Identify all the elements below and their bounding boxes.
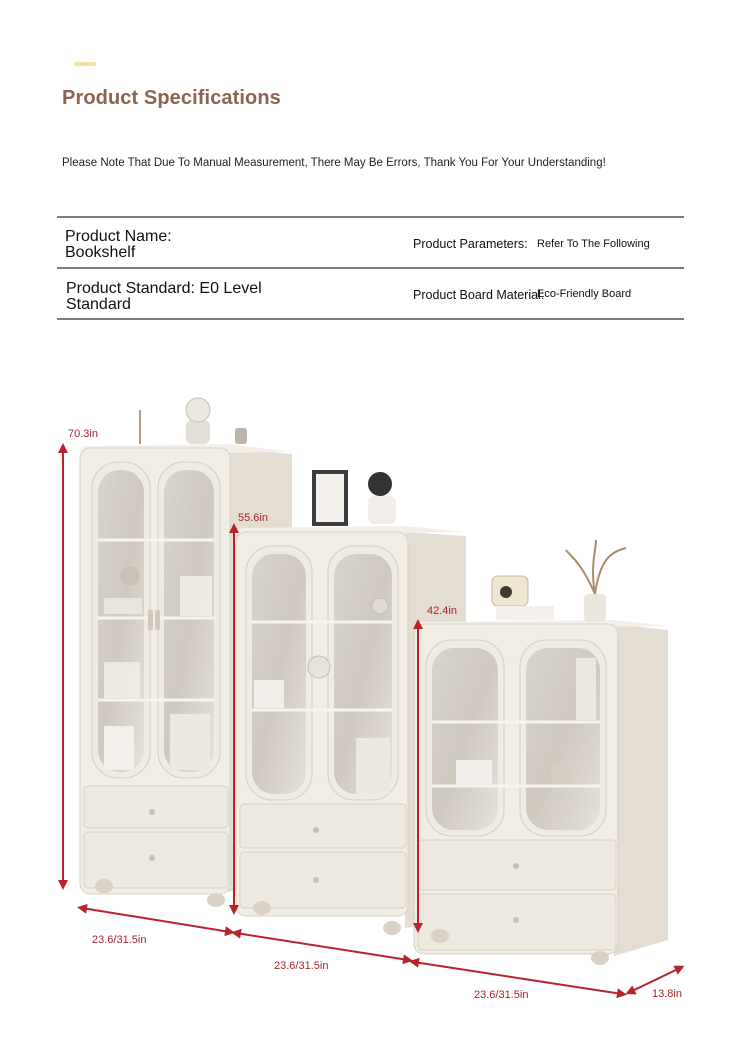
- tall-height-label: 70.3in: [68, 428, 98, 440]
- product-standard: Product Standard: E0 Level Standard: [66, 280, 262, 313]
- divider: [57, 318, 684, 320]
- measurement-notice: Please Note That Due To Manual Measurement, There May Be Errors, Thank You For Your Understanding!: [62, 157, 606, 169]
- spec-table: [57, 216, 684, 320]
- product-name-label: Product Name:: [65, 228, 172, 245]
- page-title: Product Specifications: [62, 87, 281, 109]
- bookshelf-drawing: [0, 380, 750, 1050]
- width-left-label: 23.6/31.5in: [92, 934, 147, 946]
- board-material-value: Eco-Friendly Board: [537, 288, 632, 300]
- product-parameters-value: Refer To The Following: [537, 238, 650, 250]
- mid-height-label: 55.6in: [238, 512, 268, 524]
- product-parameters-label: Product Parameters:: [413, 237, 528, 251]
- short-height-label: 42.4in: [427, 605, 457, 617]
- spec-row-name: [57, 218, 684, 267]
- product-illustration: [0, 380, 750, 1050]
- product-name-value: Bookshelf: [65, 244, 136, 261]
- board-material-label: Product Board Material:: [413, 288, 545, 302]
- spec-row-standard: [57, 269, 684, 318]
- decorative-dot: [74, 62, 96, 66]
- width-middle-label: 23.6/31.5in: [274, 960, 329, 972]
- product-name-cell: [65, 229, 315, 261]
- width-right-label: 23.6/31.5in: [474, 989, 529, 1001]
- depth-label: 13.8in: [652, 988, 682, 1000]
